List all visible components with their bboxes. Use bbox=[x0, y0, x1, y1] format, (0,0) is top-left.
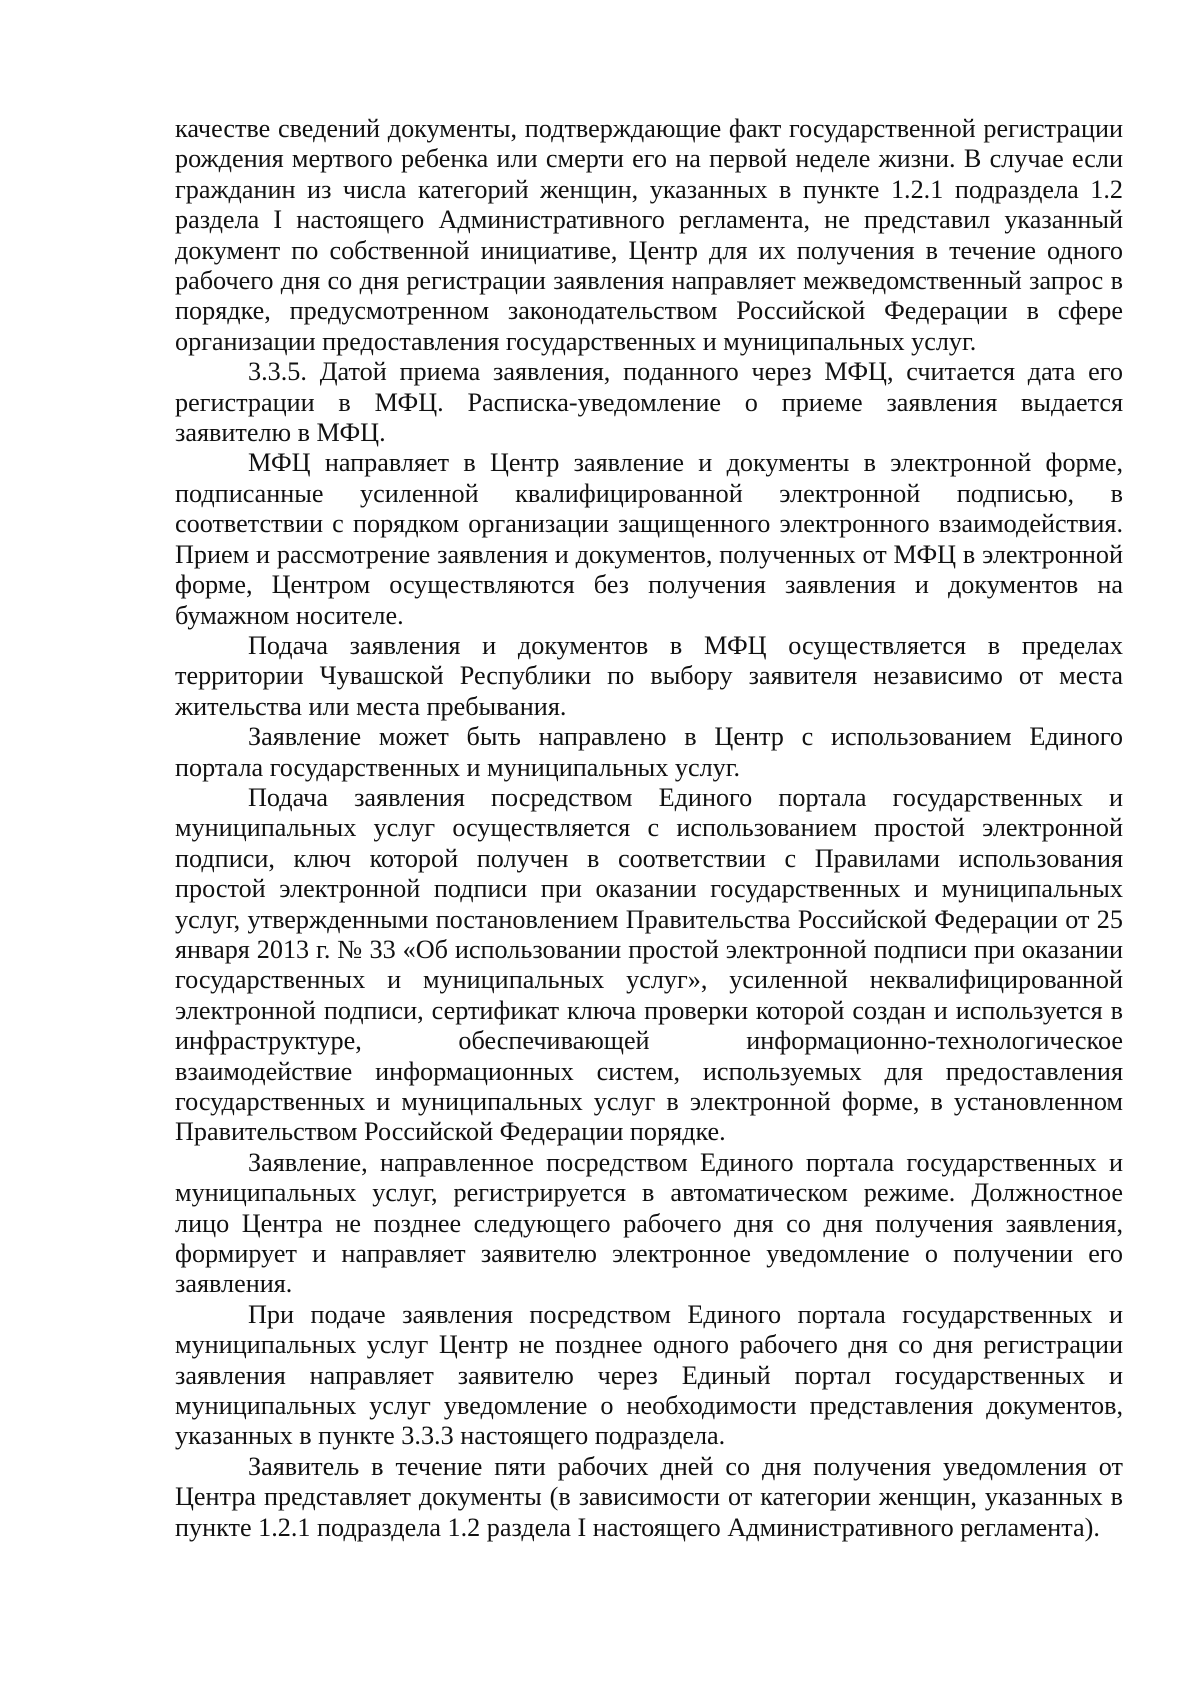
paragraph-9: Заявитель в течение пяти рабочих дней со дня получения уведомления от Центра представляет документы (в зависимости от категории женщин, указанных в пункте 1.2.1 подраздела 1.2 раздела I настоящего Административного регламента). bbox=[175, 1451, 1123, 1542]
paragraph-1: качестве сведений документы, подтверждающие факт государственной регистрации рождения мертвого ребенка или смерти его на первой неделе жизни. В случае если гражданин из числа категорий женщин, указанных в пункте 1.2.1 подраздела 1.2 раздела I настоящего Административного регламента, не представил указанный документ по собственной инициативе, Центр для их получения в течение одного рабочего дня со дня регистрации заявления направляет межведомственный запрос в порядке, предусмотренном законодательством Российской Федерации в сфере организации предоставления государственных и муниципальных услуг. bbox=[175, 114, 1123, 356]
paragraph-6: Подача заявления посредством Единого портала государственных и муниципальных услуг осуществляется с использованием простой электронной подписи, ключ которой получен в соответствии с Правилами использования простой электронной подписи при оказании государственных и муниципальных услуг, утвержденными постановлением Правительства Российской Федерации от 25 января 2013 г. № 33 «Об использовании простой электронной подписи при оказании государственных и муниципальных услуг», усиленной неквалифицированной электронной подписи, сертификат ключа проверки которой создан и используется в инфраструктуре, обеспечивающей информационно-технологическое взаимодействие информационных систем, используемых для предоставления государственных и муниципальных услуг в электронной форме, в установленном Правительством Российской Федерации порядке. bbox=[175, 782, 1123, 1147]
paragraph-4: Подача заявления и документов в МФЦ осуществляется в пределах территории Чувашской Республики по выбору заявителя независимо от места жительства или места пребывания. bbox=[175, 630, 1123, 721]
paragraph-5: Заявление может быть направлено в Центр с использованием Единого портала государственных и муниципальных услуг. bbox=[175, 722, 1123, 782]
paragraph-8: При подаче заявления посредством Единого портала государственных и муниципальных услуг Центр не позднее одного рабочего дня со дня регистрации заявления направляет заявителю через Единый портал государственных и муниципальных услуг уведомление о необходимости представления документов, указанных в пункте 3.3.3 настоящего подраздела. bbox=[175, 1299, 1123, 1451]
paragraph-3: МФЦ направляет в Центр заявление и документы в электронной форме, подписанные усиленной квалифицированной электронной подписью, в соответствии с порядком организации защищенного электронного взаимодействия. Прием и рассмотрение заявления и документов, полученных от МФЦ в электронной форме, Центром осуществляются без получения заявления и документов на бумажном носителе. bbox=[175, 448, 1123, 630]
paragraph-7: Заявление, направленное посредством Единого портала государственных и муниципальных услуг, регистрируется в автоматическом режиме. Должностное лицо Центра не позднее следующего рабочего дня со дня получения заявления, формирует и направляет заявителю электронное уведомление о получении его заявления. bbox=[175, 1147, 1123, 1299]
paragraph-2: 3.3.5. Датой приема заявления, поданного через МФЦ, считается дата его регистрации в МФЦ. Расписка-уведомление о приеме заявления выдается заявителю в МФЦ. bbox=[175, 357, 1123, 448]
document-page bbox=[175, 114, 1123, 1543]
